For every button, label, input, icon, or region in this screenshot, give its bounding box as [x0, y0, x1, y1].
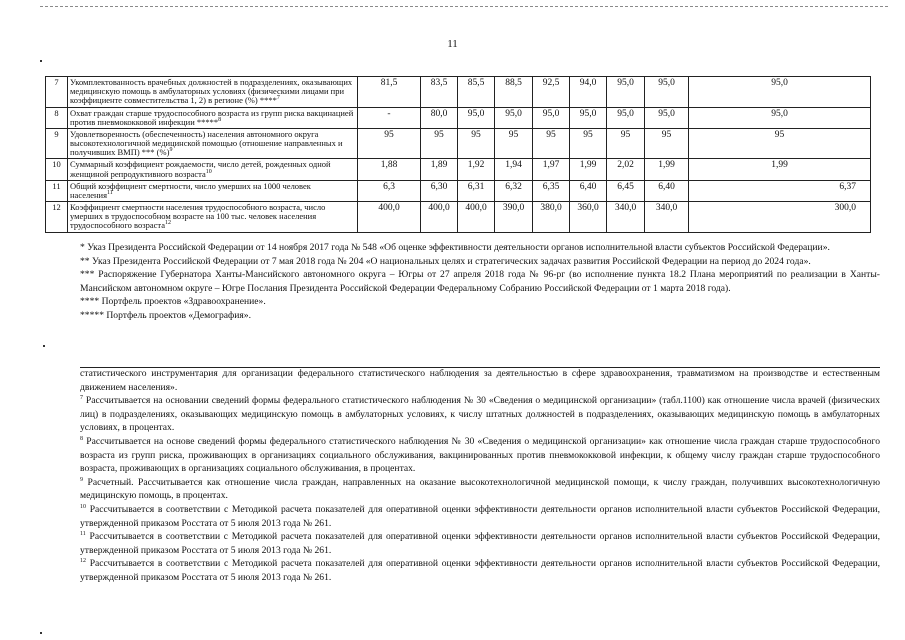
indicator-name — [68, 159, 358, 180]
value-cell: 400,0 — [458, 202, 495, 233]
value-cell: 400,0 — [358, 202, 421, 233]
table-body — [46, 77, 871, 233]
table-row — [46, 159, 871, 180]
footnote-number: 12 — [80, 558, 86, 565]
note-item: ***** Портфель проектов «Демография». — [80, 309, 251, 321]
footnote-number: 10 — [80, 503, 86, 510]
value-cell: 95,0 — [689, 107, 871, 128]
footnote-number: 8 — [80, 435, 83, 442]
scan-speck — [40, 60, 42, 62]
footnote — [80, 476, 880, 503]
value-cell: 1,94 — [495, 159, 533, 180]
row-number: 11 — [46, 180, 68, 201]
value-cell: 95,0 — [689, 77, 871, 108]
value-cell: 95 — [570, 128, 607, 159]
value-cell: 6,31 — [458, 180, 495, 201]
value-cell: 1,99 — [645, 159, 689, 180]
scan-top-edge — [40, 6, 888, 7]
value-cell: 1,99 — [689, 159, 871, 180]
value-cell: 81,5 — [358, 77, 421, 108]
scan-speck — [40, 632, 42, 634]
value-cell: 88,5 — [495, 77, 533, 108]
table-row — [46, 202, 871, 233]
indicator-text: Охват граждан старше трудоспособного возраста из групп риска вакцинацией против пневмококковой инфекции — [70, 107, 354, 127]
value-cell: 6,32 — [495, 180, 533, 201]
indicator-name — [68, 77, 358, 108]
indicator-source-mark: **** — [259, 95, 277, 106]
value-cell: 95,0 — [607, 107, 645, 128]
footnote-text: Рассчитывается в соответствии с Методикой расчета показателей для оперативной оценки эффективности деятельности органов исполнительной власти субъектов Российской Федерации, утвержденной приказом Росстата от 5 июля 2013 года № 261. — [80, 531, 880, 556]
value-cell: 300,0 — [689, 202, 871, 233]
value-cell: 400,0 — [421, 202, 458, 233]
value-cell: 380,0 — [533, 202, 570, 233]
indicator-text: Общий коэффициент смертности, число умерших на 1000 человек населения — [70, 180, 311, 200]
row-number: 8 — [46, 107, 68, 128]
footnotes-block — [80, 367, 880, 585]
footnote — [80, 435, 880, 476]
footnote-number: 11 — [80, 530, 86, 537]
value-cell: 1,89 — [421, 159, 458, 180]
value-cell: 95 — [607, 128, 645, 159]
footnote-ref: 11 — [107, 190, 113, 197]
row-number: 9 — [46, 128, 68, 159]
value-cell: 1,99 — [570, 159, 607, 180]
indicator-name — [68, 180, 358, 201]
table-row — [46, 128, 871, 159]
value-cell: 95 — [421, 128, 458, 159]
value-cell: 95,0 — [570, 107, 607, 128]
indicator-text: Укомплектованность врачебных должностей в подразделениях, оказывающих медицинскую помощь в амбулаторных условиях (физическими лицами при коэффициенте совместительства 1, 2) в регионе (%) — [70, 77, 353, 106]
row-number: 12 — [46, 202, 68, 233]
value-cell: 95,0 — [495, 107, 533, 128]
table-row — [46, 180, 871, 201]
indicators-table — [45, 76, 871, 233]
indicator-name — [68, 202, 358, 233]
note-item: * Указ Президента Российской Федерации от 14 ноября 2017 года № 548 «Об оценке эффективности деятельности органов исполнительной власти субъектов Российской Федерации». — [80, 242, 830, 253]
value-cell: 6,40 — [570, 180, 607, 201]
value-cell: 340,0 — [607, 202, 645, 233]
footnote-text: статистического инструментария для организации федерального статистического наблюдения за деятельностью в сфере здравоохранения, травматизмом на производстве и естественным движением населения». — [80, 368, 880, 393]
row-number: 7 — [46, 77, 68, 108]
value-cell: 6,40 — [645, 180, 689, 201]
value-cell: 2,02 — [607, 159, 645, 180]
value-cell: 1,97 — [533, 159, 570, 180]
value-cell: 6,37 — [689, 180, 871, 201]
value-cell: 390,0 — [495, 202, 533, 233]
value-cell: 340,0 — [645, 202, 689, 233]
value-cell: 95,0 — [607, 77, 645, 108]
value-cell: 1,92 — [458, 159, 495, 180]
value-cell: 95 — [495, 128, 533, 159]
footnote-text: Рассчитывается на основе сведений формы федерального статистического наблюдения № 30 «Сведения о медицинской организации» как отношение числа граждан старше трудоспособного возраста из групп риска, проживающих в организациях социального обслуживания, вакцинированных против пневмококковой инфекции, к общему числу граждан старше трудоспособного возраста, проживающих в организациях социального обслуживания, в процентах. — [80, 435, 880, 475]
value-cell: 6,30 — [421, 180, 458, 201]
value-cell: 6,3 — [358, 180, 421, 201]
scan-speck — [43, 345, 45, 347]
value-cell: 6,45 — [607, 180, 645, 201]
footnote — [80, 367, 880, 394]
footnote-ref: 10 — [205, 168, 212, 175]
notes-block — [80, 241, 880, 323]
footnote-ref: 12 — [165, 220, 171, 227]
value-cell: 95,0 — [645, 107, 689, 128]
value-cell: 95,0 — [458, 107, 495, 128]
footnote — [80, 557, 880, 584]
footnote — [80, 530, 880, 557]
value-cell: 360,0 — [570, 202, 607, 233]
indicator-name — [68, 128, 358, 159]
value-cell: 85,5 — [458, 77, 495, 108]
indicator-text: Коэффициент смертности населения трудоспособного возраста, число умерших в трудоспособном возрасте на 100 тыс. человек населения трудоспособного возраста — [70, 202, 326, 231]
indicator-source-mark: ***** — [196, 116, 219, 127]
note-item: *** Распоряжение Губернатора Ханты-Мансийского автономного округа – Югры от 27 апреля 2018 года № 96-рг (во исполнение пункта 18.2 Плана мероприятий по реализации в Ханты-Мансийском автономном округе – Югре Послания Президента Российской Федерации Федеральному Собранию Российской Федерации от 1 марта 2018 года). — [80, 269, 880, 294]
footnote-text: Рассчитывается на основании сведений формы федерального статистического наблюдения № 30 «Сведения о медицинской организации» (табл.1100) как отношение числа врачей (физических лиц) в подразделениях, оказывающих медицинскую помощь в амбулаторных условиях, к числу штатных должностей в подразделениях, оказывающих медицинскую помощь в амбулаторных условиях, в процентах. — [80, 395, 880, 434]
note-item: ** Указ Президента Российской Федерации от 7 мая 2018 года № 204 «О национальных целях и стратегических задачах развития Российской Федерации на период до 2024 года». — [80, 255, 811, 267]
footnote — [80, 394, 880, 435]
value-cell: 95 — [645, 128, 689, 159]
indicator-text: Удовлетворенность (обеспеченность) населения автономного округа высокотехнологичной медицинской помощью (отношение направленных и получивших ВМП) *** (%) — [70, 128, 343, 158]
footnote-number: 9 — [80, 476, 83, 483]
footnote-text: Расчетный. Рассчитывается как отношение числа граждан, направленных на оказание высокотехнологичной медицинской помощи, к числу граждан, получивших высокотехнологичную медицинскую помощь, в процентах. — [80, 476, 880, 502]
page-number: 11 — [447, 38, 458, 50]
indicator-name — [68, 107, 358, 128]
table-row — [46, 107, 871, 128]
table-row — [46, 77, 871, 108]
value-cell: 95 — [458, 128, 495, 159]
footnote-number: 7 — [80, 395, 83, 401]
footnote-ref: 7 — [276, 95, 280, 102]
footnote — [80, 503, 880, 530]
footnote-ref: 9 — [169, 147, 173, 154]
row-number: 10 — [46, 159, 68, 180]
value-cell: 95 — [358, 128, 421, 159]
footnote-ref: 8 — [218, 116, 222, 123]
value-cell: 95 — [689, 128, 871, 159]
value-cell: 92,5 — [533, 77, 570, 108]
value-cell: - — [358, 107, 421, 128]
footnote-text: Рассчитывается в соответствии с Методикой расчета показателей для оперативной оценки эффективности деятельности органов исполнительной власти субъектов Российской Федерации, утвержденной приказом Росстата от 5 июля 2013 года № 261. — [80, 503, 880, 529]
value-cell: 94,0 — [570, 77, 607, 108]
value-cell: 1,88 — [358, 159, 421, 180]
note-item: **** Портфель проектов «Здравоохранение». — [80, 296, 266, 308]
value-cell: 80,0 — [421, 107, 458, 128]
value-cell: 95,0 — [645, 77, 689, 108]
indicator-text: Суммарный коэффициент рождаемости, число детей, рожденных одной женщиной репродуктивного возраста — [70, 159, 331, 179]
footnote-text: Рассчитывается в соответствии с Методикой расчета показателей для оперативной оценки эффективности деятельности органов исполнительной власти субъектов Российской Федерации, утвержденной приказом Росстата от 5 июля 2013 года № 261. — [80, 558, 880, 583]
value-cell: 6,35 — [533, 180, 570, 201]
value-cell: 95 — [533, 128, 570, 159]
value-cell: 95,0 — [533, 107, 570, 128]
value-cell: 83,5 — [421, 77, 458, 108]
